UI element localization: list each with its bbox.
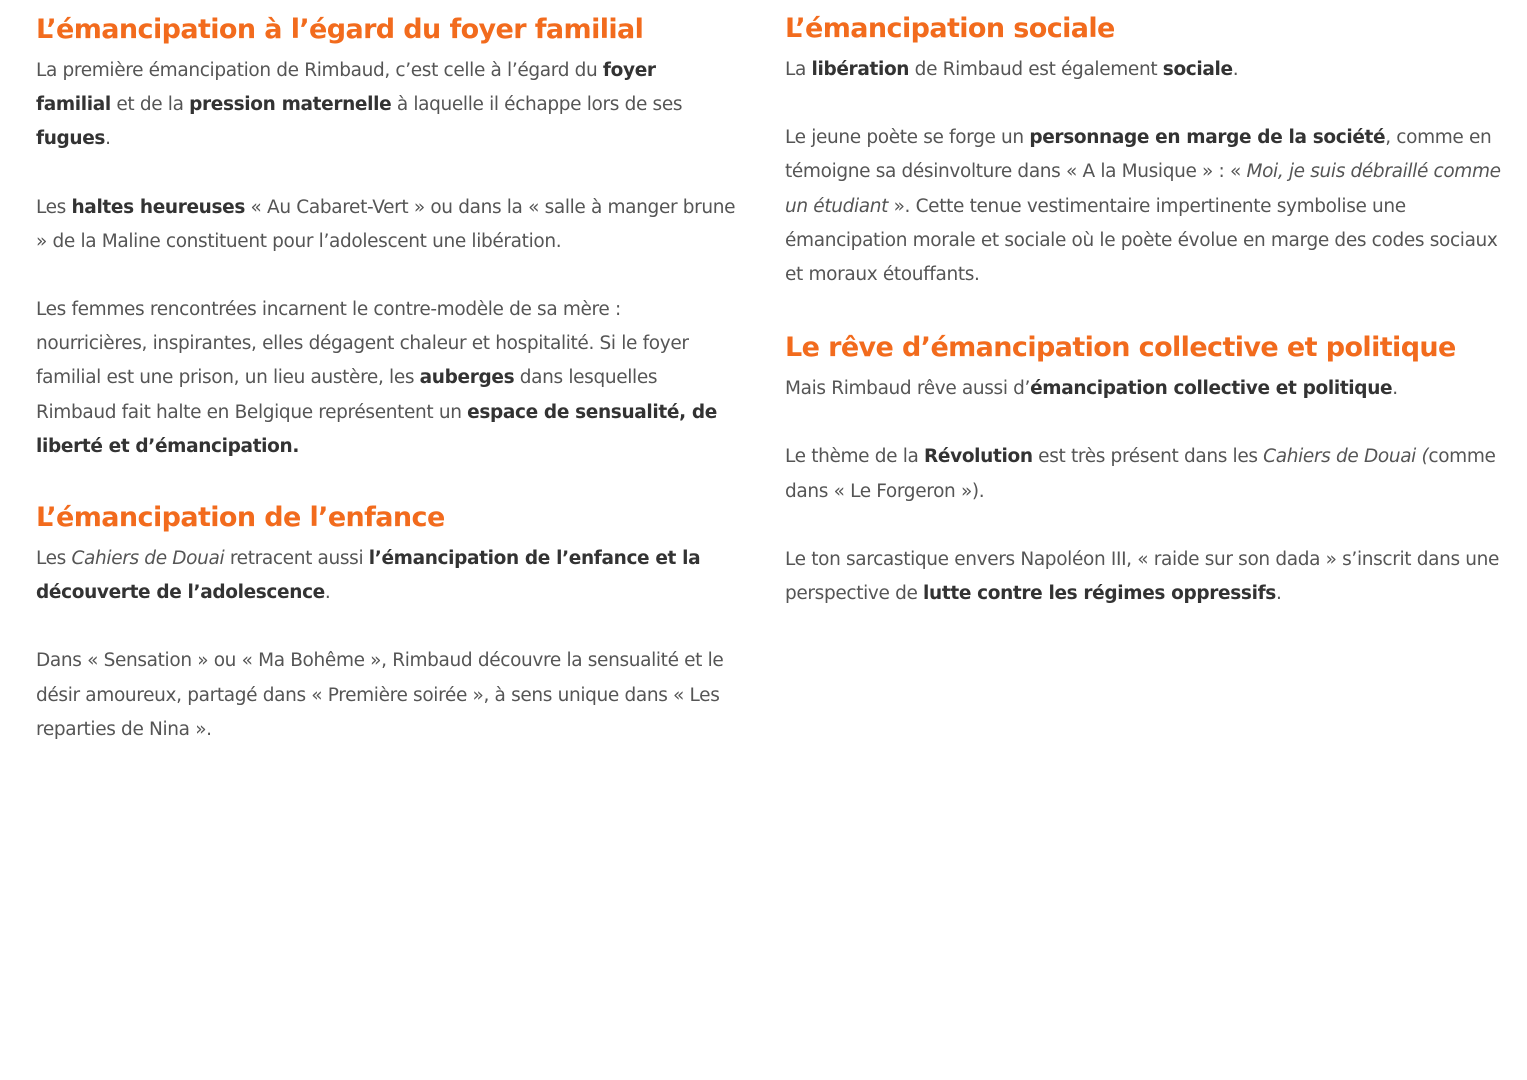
bold-text: émancipation collective et politique bbox=[1030, 378, 1393, 400]
text: Le ton sarcastique envers Napoléon III, « raide sur son dada » s’inscrit dans une perspective de bbox=[785, 548, 1500, 605]
text: de Rimbaud est également bbox=[909, 59, 1163, 80]
text: La bbox=[785, 59, 812, 80]
text: Mais Rimbaud rêve aussi d’ bbox=[785, 378, 1031, 400]
paragraph-haltes-heureuses bbox=[36, 191, 736, 259]
text: retracent aussi bbox=[224, 548, 369, 570]
paragraph-foyer-familial-intro bbox=[36, 54, 736, 157]
text: Les bbox=[36, 196, 72, 218]
text: Le jeune poète se forge un bbox=[785, 127, 1030, 149]
paragraph-personnage-en-marge bbox=[785, 121, 1505, 292]
paragraph-femmes-rencontrees bbox=[36, 293, 736, 464]
paragraph-emancipation-collective bbox=[785, 372, 1505, 406]
bold-text: Révolution bbox=[924, 446, 1033, 468]
heading-emancipation-enfance: L’émancipation de l’enfance bbox=[36, 502, 445, 534]
text: est très présent dans les bbox=[1032, 446, 1264, 468]
italic-title: Cahiers de Douai ( bbox=[1263, 446, 1429, 468]
text: La première émancipation de Rimbaud, c’est celle à l’égard du bbox=[36, 60, 603, 81]
bold-text: foyer familial bbox=[36, 60, 656, 116]
text: . bbox=[1275, 583, 1282, 605]
bold-text: auberges bbox=[419, 367, 515, 389]
paragraph-cahiers-de-douai bbox=[36, 542, 736, 610]
text: dans lesquelles Rimbaud fait halte en Belgique représentent un bbox=[36, 367, 658, 423]
text: Dans « Sensation » ou « Ma Bohême », Rimbaud découvre la sensualité et le désir amoureux, partagé dans « Première soirée », à sens unique dans « Les reparties de Nina ». bbox=[36, 650, 724, 740]
italic-quote: Moi, je suis débraillé comme un étudiant bbox=[785, 161, 1501, 217]
text: « Au Cabaret-Vert » ou dans la « salle à manger brune » de la Maline constituent pour l’adolescent une libération. bbox=[36, 196, 736, 252]
bold-text: sociale bbox=[1162, 59, 1233, 80]
text: Les bbox=[36, 548, 72, 570]
bold-text: libération bbox=[811, 59, 910, 80]
paragraph-sensation-boheme bbox=[36, 644, 736, 747]
bold-text: pression maternelle bbox=[189, 94, 392, 116]
text: comme dans « Le Forgeron »). bbox=[785, 446, 1496, 502]
bold-text: l’émancipation de l’enfance et la découverte de l’adolescence bbox=[36, 548, 701, 604]
heading-emancipation-foyer-familial: L’émancipation à l’égard du foyer familial bbox=[36, 14, 644, 45]
paragraph-liberation-sociale bbox=[785, 53, 1505, 87]
paragraph-theme-revolution bbox=[785, 440, 1505, 508]
right-column bbox=[785, 0, 1505, 611]
text: ». Cette tenue vestimentaire impertinente symbolise une émancipation morale et sociale où le poète évolue en marge des codes sociaux et moraux étouffants. bbox=[785, 195, 1498, 286]
text: . bbox=[1392, 378, 1398, 400]
bold-text: personnage en marge de la société bbox=[1029, 127, 1386, 149]
paragraph-ton-sarcastique bbox=[785, 543, 1505, 611]
text: . bbox=[324, 582, 331, 604]
bold-text: haltes heureuses bbox=[71, 196, 246, 218]
bold-text: lutte contre les régimes oppressifs bbox=[923, 583, 1276, 605]
text: et de la bbox=[110, 94, 190, 116]
left-column bbox=[36, 0, 736, 747]
text: Les femmes rencontrées incarnent le contre-modèle de sa mère : nourricières, inspirantes, elles dégagent chaleur et hospitalité. Si le foyer familial est une prison, un lieu austère, les bbox=[36, 299, 689, 389]
italic-title: Cahiers de Douai bbox=[71, 548, 225, 570]
text: . bbox=[105, 128, 111, 150]
text: , comme en témoigne sa désinvolture dans « A la Musique » : « bbox=[785, 127, 1492, 183]
heading-reve-emancipation-collective: Le rêve d’émancipation collective et politique bbox=[785, 332, 1456, 364]
text: Le thème de la bbox=[785, 446, 925, 468]
heading-emancipation-sociale: L’émancipation sociale bbox=[785, 13, 1115, 44]
text: . bbox=[1232, 59, 1239, 80]
text: à laquelle il échappe lors de ses bbox=[391, 94, 683, 116]
bold-text: espace de sensualité, de liberté et d’émancipation. bbox=[36, 401, 717, 457]
bold-text: fugues bbox=[36, 128, 106, 150]
